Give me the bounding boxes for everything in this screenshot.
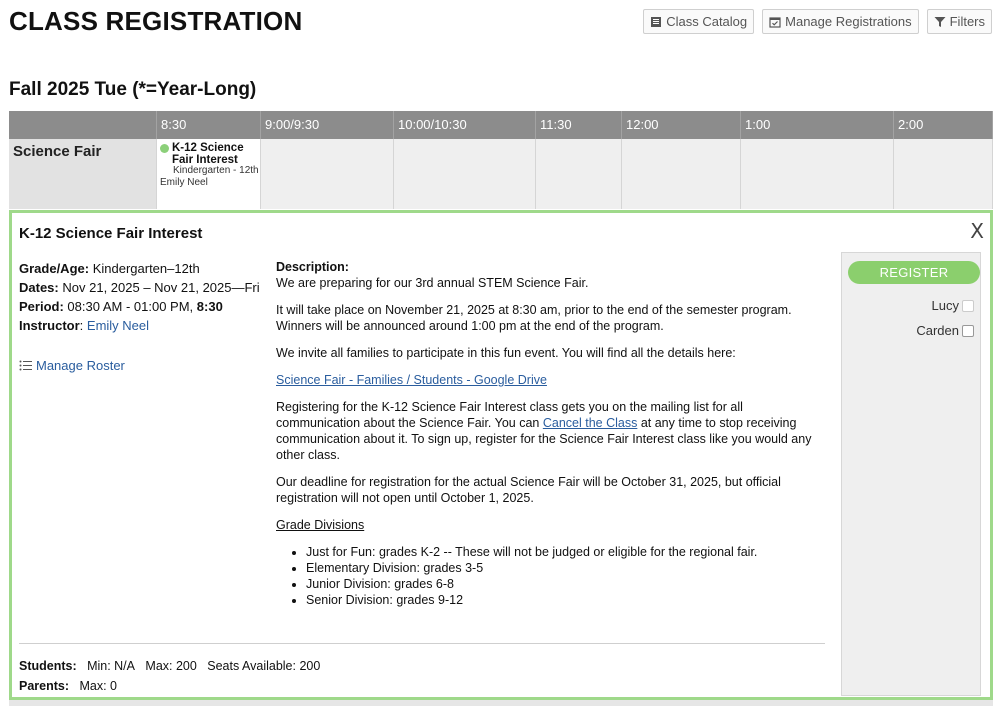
class-description: [276, 259, 826, 608]
row-label: Science Fair: [9, 139, 157, 209]
class-cell-grade: Kindergarten - 12th: [173, 165, 259, 177]
grade-divisions-heading: Grade Divisions: [276, 518, 365, 532]
list-icon: [19, 360, 32, 371]
detail-title: K-12 Science Fair Interest: [19, 225, 203, 242]
description-p4b: at any time to stop receiving communication about it. To sign up, register for the Science Fair Interest class like you would any other class.: [276, 416, 812, 462]
time-header: 9:00/9:30: [261, 111, 394, 139]
empty-slot: [622, 139, 741, 209]
student-name: Lucy: [931, 298, 959, 313]
page-title: CLASS REGISTRATION: [9, 6, 303, 36]
student-name: Carden: [916, 323, 959, 338]
student-option-lucy: [932, 298, 974, 313]
manage-registrations-button[interactable]: [762, 9, 918, 34]
time-header: 1:00: [741, 111, 894, 139]
register-button[interactable]: REGISTER: [848, 261, 980, 284]
time-header: 2:00: [894, 111, 993, 139]
period-bold: 8:30: [196, 299, 223, 314]
manage-roster-label: Manage Roster: [36, 358, 125, 373]
manage-roster-link[interactable]: [19, 358, 125, 373]
grade-value: Kindergarten–12th: [92, 261, 200, 276]
list-item: • Elementary Division: grades 3-5: [306, 560, 826, 576]
status-dot: [160, 144, 169, 153]
instructor-link[interactable]: Emily Neel: [86, 318, 150, 333]
filters-label: Filters: [949, 14, 985, 29]
schedule-header-row: [9, 111, 993, 139]
empty-slot: [741, 139, 894, 209]
google-drive-link[interactable]: Science Fair - Families / Students - Google Drive: [276, 373, 547, 387]
instructor-label: Instructor: [19, 318, 80, 333]
calendar-check-icon: [769, 16, 781, 28]
period-label: Period:: [19, 299, 64, 314]
empty-slot: [536, 139, 622, 209]
seats-available: Seats Available: 200: [207, 659, 321, 673]
schedule-grid: [9, 111, 993, 209]
empty-slot: [894, 139, 993, 209]
list-item: • Junior Division: grades 6-8: [306, 576, 826, 592]
student-option-carden: [916, 323, 974, 338]
time-header: 12:00: [622, 111, 741, 139]
empty-slot: [261, 139, 394, 209]
filters-button[interactable]: [927, 9, 992, 34]
description-p1: We are preparing for our 3rd annual STEM Science Fair.: [276, 276, 589, 290]
class-catalog-button[interactable]: [643, 9, 754, 34]
grade-divisions-list: [306, 544, 826, 608]
cancel-class-link[interactable]: Cancel the Class: [542, 416, 638, 430]
time-header: 10:00/10:30: [394, 111, 536, 139]
class-catalog-label: Class Catalog: [666, 14, 748, 29]
class-detail-panel: [9, 210, 993, 700]
filter-icon: [934, 16, 946, 28]
parents-max: Max: 0: [79, 679, 117, 693]
description-p2: It will take place on November 21, 2025 at 8:30 am, prior to the end of the semester program. Winners will be announced around 1:00 pm at the end of the program.: [276, 303, 792, 333]
period-value: 08:30 AM - 01:00 PM,: [67, 299, 194, 314]
term-title: Fall 2025 Tue (*=Year-Long): [9, 79, 257, 100]
students-max: Max: 200: [145, 659, 197, 673]
students-min: Min: N/A: [87, 659, 135, 673]
close-button[interactable]: X: [970, 219, 984, 243]
class-meta: Grade/Age: Kindergarten–12th Dates: Nov 21, 2025 – Nov 21, 2025—Fri Period: 08:30 AM - 01:00 PM, 8:30 Instructor: Emily Neel: [19, 261, 260, 333]
registration-box: [841, 252, 981, 696]
description-p3: We invite all families to participate in this fun event. You will find all the details here:: [276, 346, 736, 360]
dates-label: Dates:: [19, 280, 59, 295]
student-checkbox[interactable]: [962, 325, 974, 337]
class-cell-instructor: Emily Neel: [160, 176, 208, 188]
description-label: Description:: [276, 260, 349, 274]
empty-slot: [394, 139, 536, 209]
next-row-strip: [9, 700, 993, 706]
enrollment-summary: [19, 656, 320, 696]
students-label: Students:: [19, 659, 77, 673]
divider: [19, 643, 825, 644]
toolbar: [643, 9, 992, 34]
list-item: • Just for Fun: grades K-2 -- These will not be judged or eligible for the regional fair.: [306, 544, 826, 560]
schedule-row: [9, 139, 993, 209]
time-header: 8:30: [157, 111, 261, 139]
dates-value: Nov 21, 2025 – Nov 21, 2025—Fri: [62, 280, 260, 295]
grade-label: Grade/Age:: [19, 261, 90, 276]
book-icon: [650, 16, 662, 28]
description-p5: Our deadline for registration for the actual Science Fair will be October 31, 2025, but official registration will not open until October 1, 2025.: [276, 475, 781, 505]
time-header: [9, 111, 157, 139]
list-item: • Senior Division: grades 9-12: [306, 592, 826, 608]
parents-label: Parents:: [19, 679, 70, 693]
description-p4a: Registering for the K-12 Science Fair Interest class gets you on the mailing list for all communication about the Science Fair. You can: [276, 400, 743, 430]
class-cell[interactable]: [157, 139, 261, 209]
class-cell-name: K-12 Science Fair Interest: [172, 142, 244, 167]
manage-registrations-label: Manage Registrations: [785, 14, 912, 29]
student-checkbox[interactable]: [962, 300, 974, 312]
time-header: 11:30: [536, 111, 622, 139]
